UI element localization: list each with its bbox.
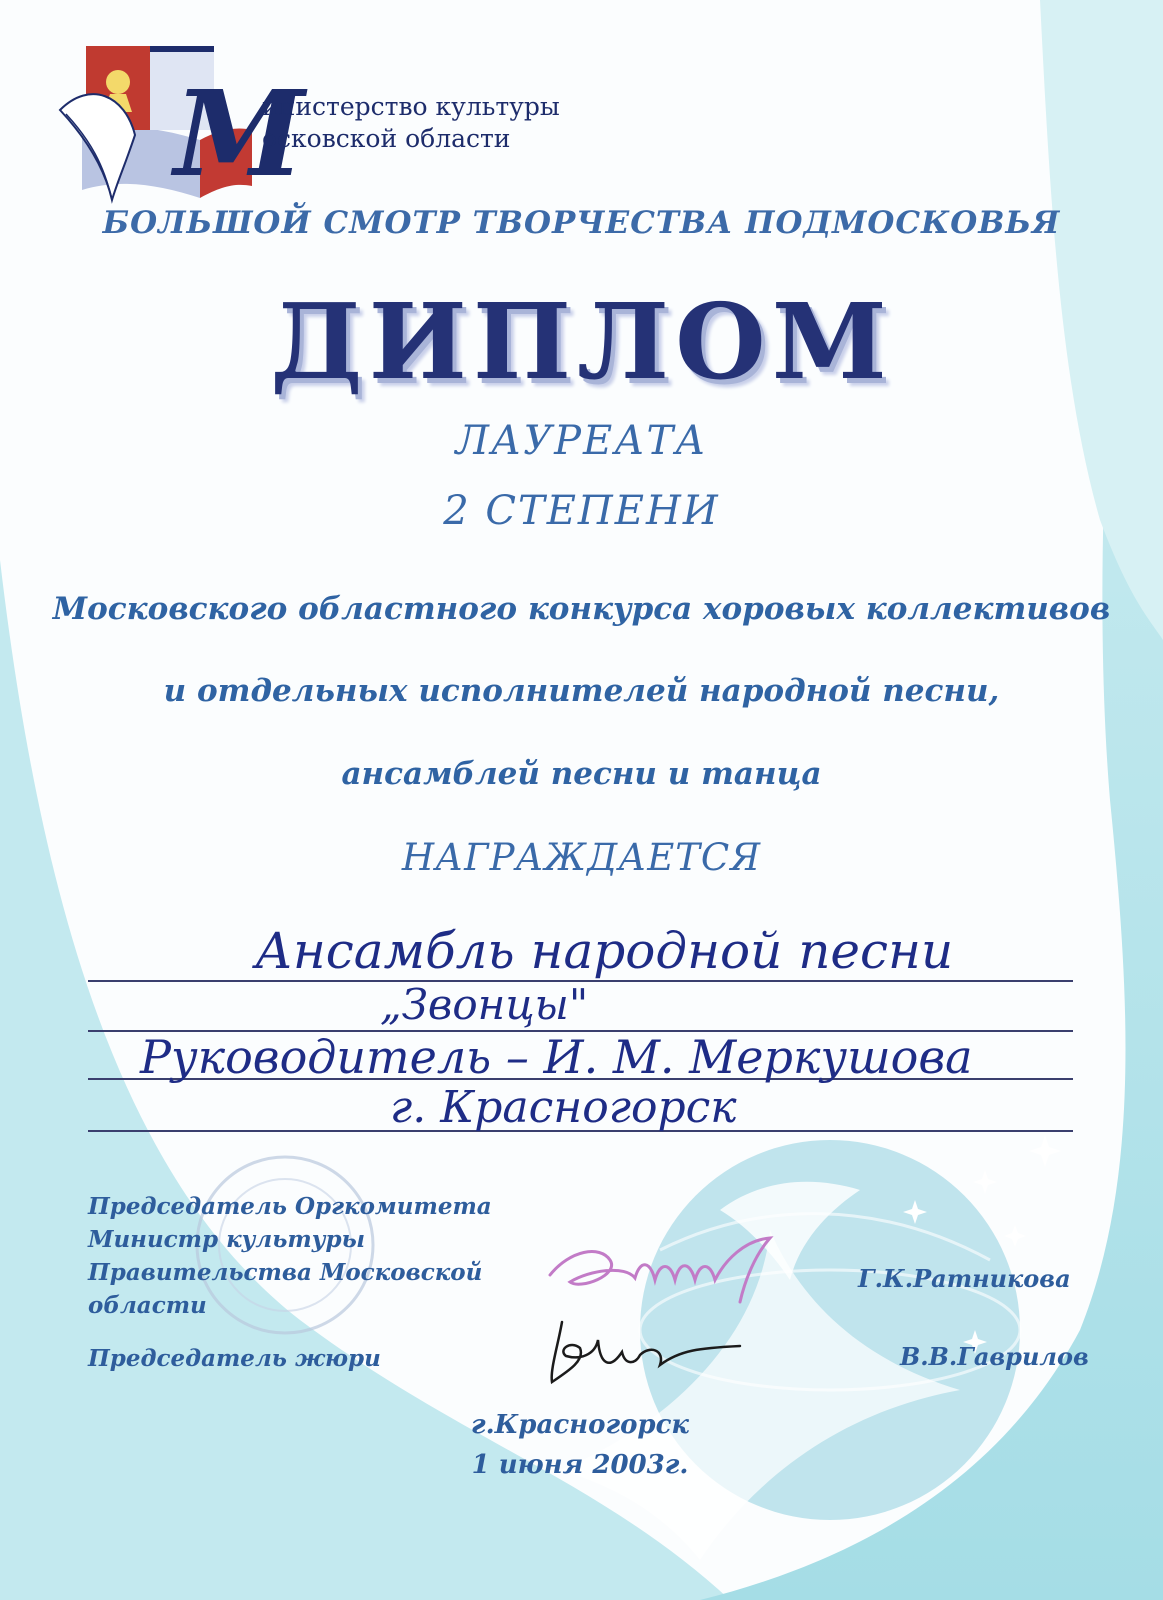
- award-word: ЛАУРЕАТА: [455, 418, 708, 464]
- signatory-1-title-line1: Председатель Оргкомитета: [88, 1193, 492, 1220]
- awarded-heading: НАГРАЖДАЕТСЯ: [401, 836, 762, 879]
- signatory-2-title: Председатель жюри: [88, 1345, 381, 1372]
- contest-line-3: ансамблей песни и танца: [341, 756, 822, 792]
- signatory-1-title-line3: Правительства Московской области: [88, 1259, 483, 1319]
- contest-line-2: и отдельных исполнителей народной песни,: [163, 673, 1000, 709]
- signatory-2-name: В.В.Гаврилов: [900, 1342, 1089, 1371]
- recipient-leader: Руководитель – И. М. Меркушова: [140, 1030, 973, 1084]
- issue-date: 1 июня 2003г.: [471, 1450, 689, 1480]
- signature-1-mark: [540, 1230, 800, 1310]
- signatory-1-title-line2: Министр культуры: [88, 1226, 366, 1253]
- award-degree: 2 СТЕПЕНИ: [443, 488, 720, 534]
- issue-city: г.Красногорск: [470, 1410, 690, 1440]
- ministry-name-line2: осковской области: [262, 124, 511, 153]
- ministry-name-line1: инистерство культуры: [262, 92, 560, 121]
- signatory-1-title: [88, 1190, 528, 1322]
- signature-2-mark: [540, 1310, 760, 1390]
- recipient-city: г. Красногорск: [390, 1082, 737, 1133]
- signatory-1-name: Г.К.Ратникова: [858, 1264, 1071, 1293]
- program-title: БОЛЬШОЙ СМОТР ТВОРЧЕСТВА ПОДМОСКОВЬЯ: [102, 205, 1061, 241]
- ministry-logo-letter: М: [174, 64, 305, 203]
- recipient-ensemble: Ансамбль народной песни: [255, 922, 954, 980]
- recipient-name: „Звонцы": [380, 980, 589, 1029]
- diploma-title: ДИПЛОМ: [270, 280, 893, 403]
- contest-line-1: Московского областного конкурса хоровых коллективов: [52, 591, 1111, 627]
